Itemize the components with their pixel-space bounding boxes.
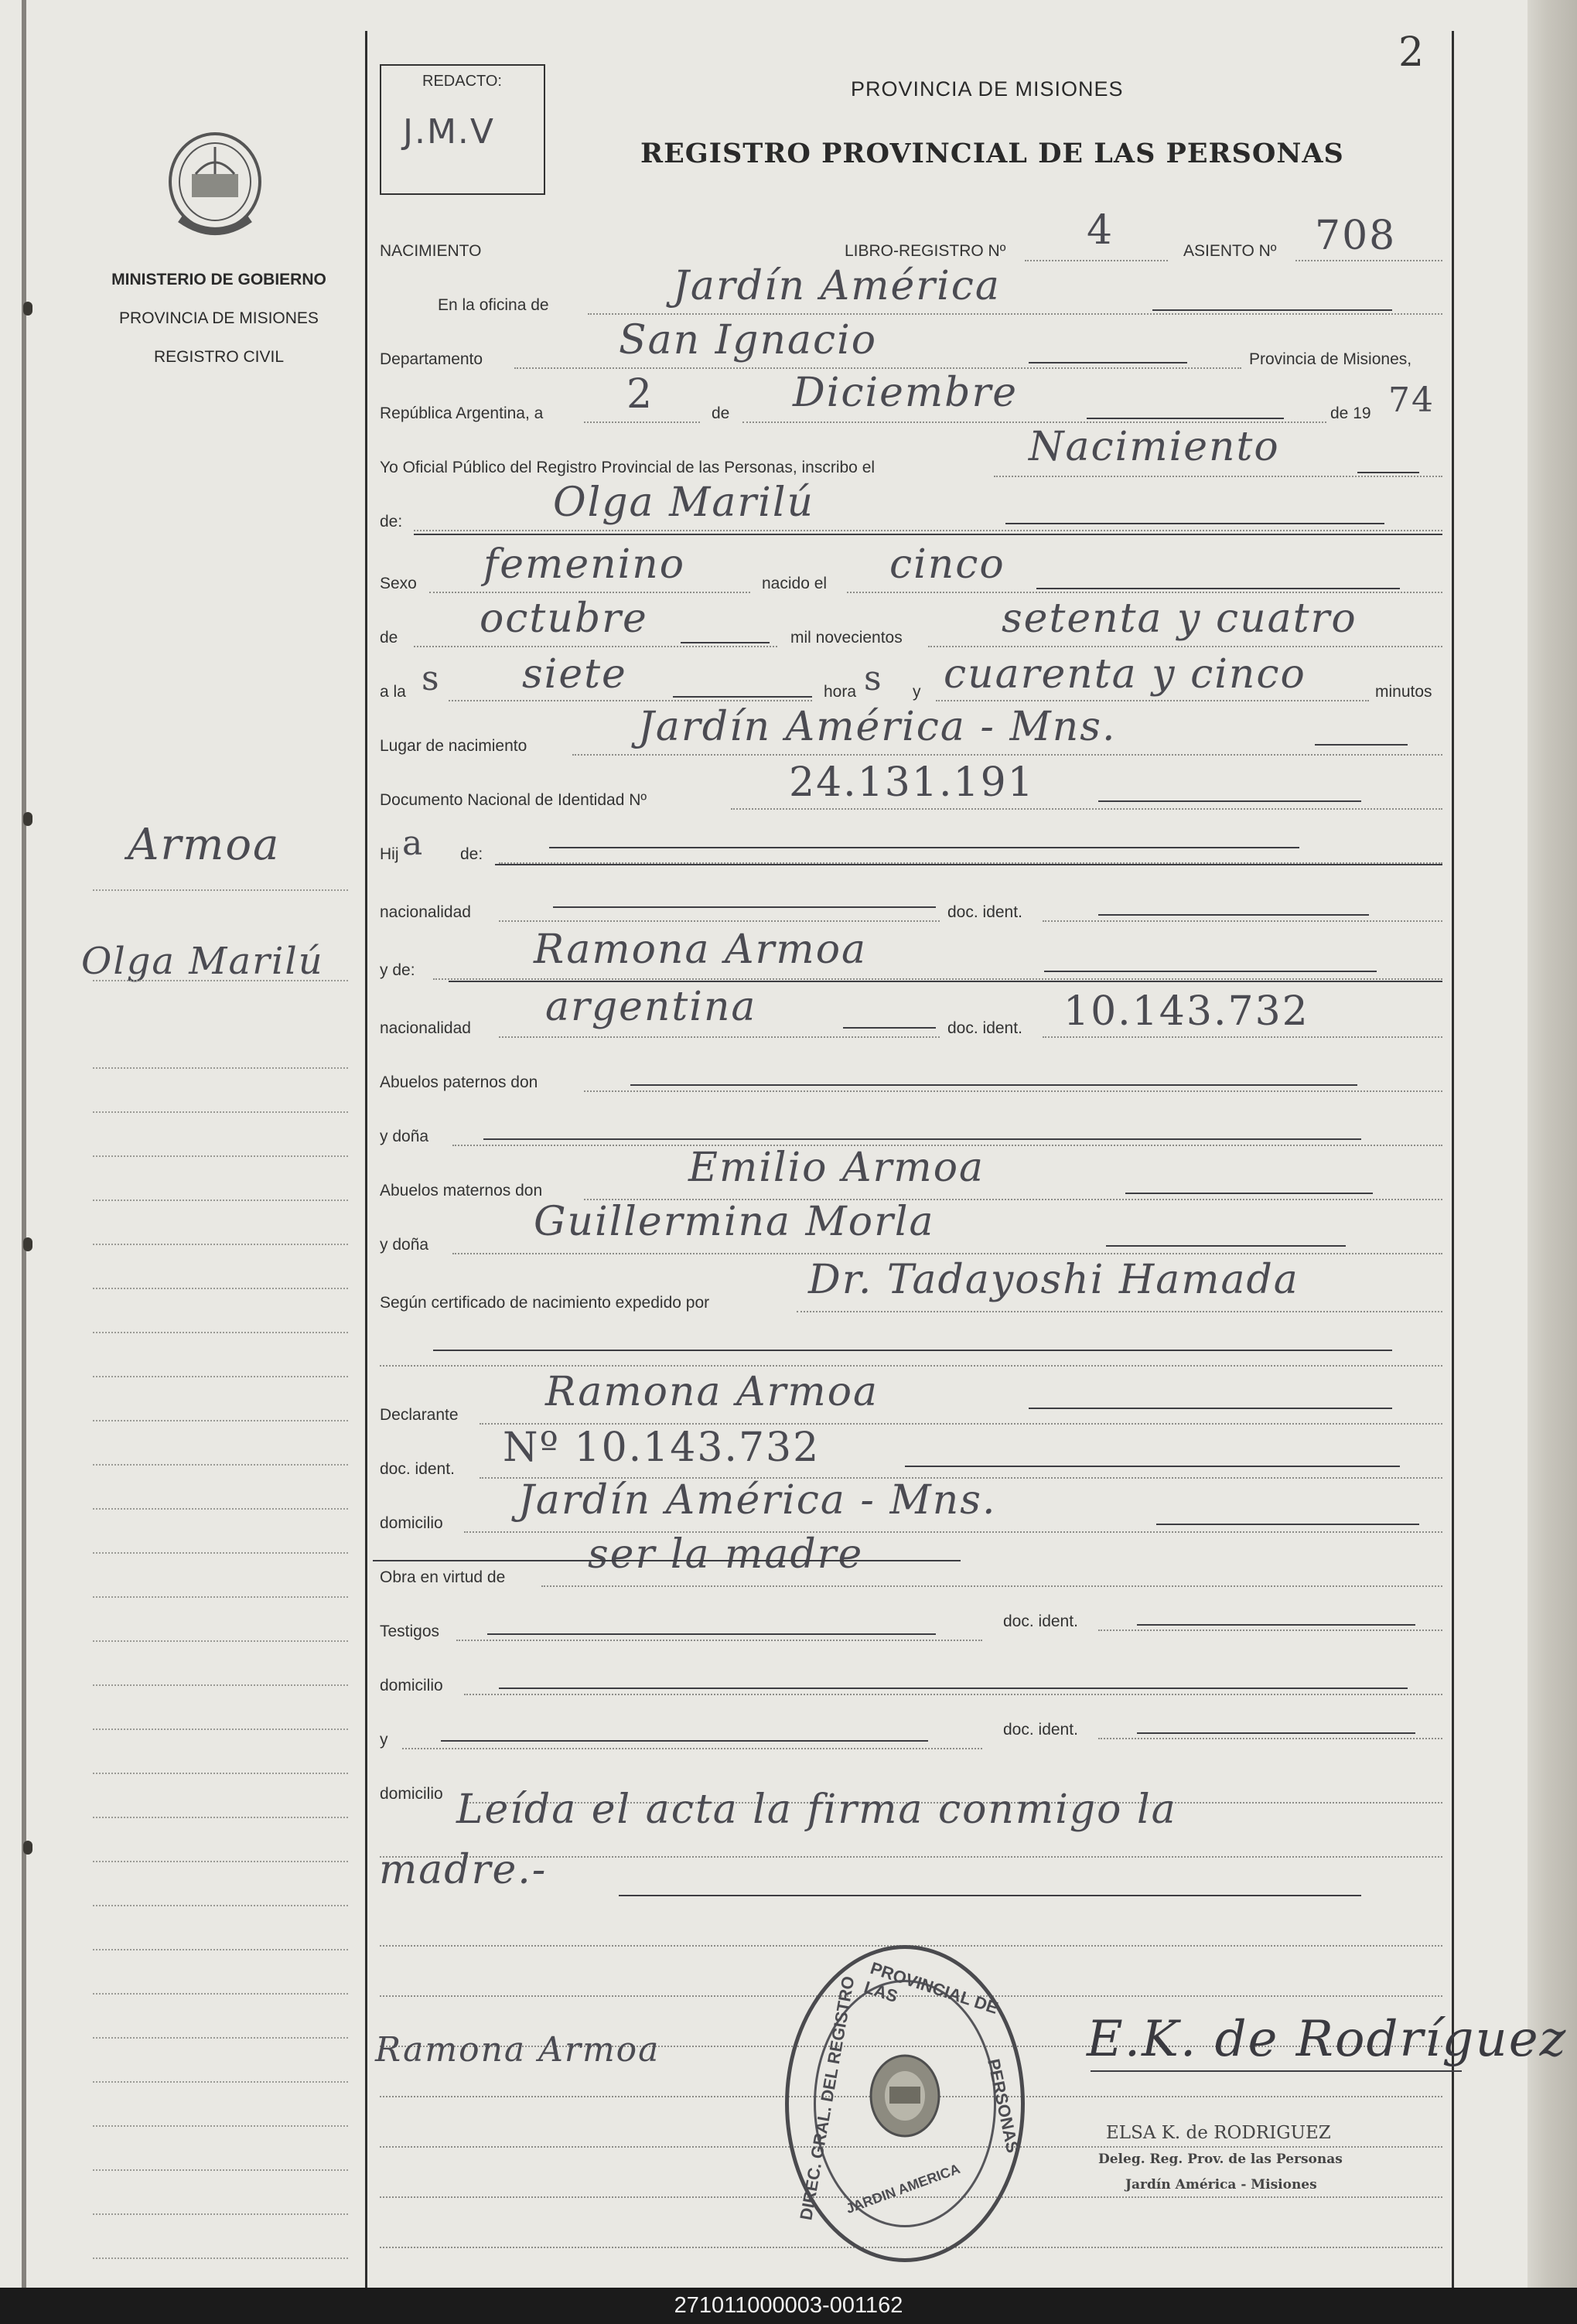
label-republica: República Argentina, a: [380, 404, 544, 422]
label-de: de: [712, 404, 730, 422]
dotted-line: [742, 421, 1326, 423]
label-nacionalidad-padre: nacionalidad: [380, 903, 471, 921]
left-frame-line: [365, 31, 367, 2288]
pen-stroke: [843, 1027, 936, 1029]
value-departamento: San Ignacio: [619, 317, 878, 363]
redacto-label: REDACTO:: [422, 73, 502, 90]
dotted-line: [1043, 920, 1442, 922]
pen-stroke: [1036, 588, 1400, 589]
label-dni: Documento Nacional de Identidad Nº: [380, 791, 647, 809]
value-dia: 2: [626, 371, 654, 418]
value-asiento: 708: [1315, 213, 1397, 259]
label-de-colon: de:: [380, 513, 403, 531]
label-abuelos-paternos: Abuelos paternos don: [380, 1073, 538, 1091]
value-nacido: cinco: [889, 541, 1005, 588]
dotted-line: [456, 1640, 982, 1641]
pen-stroke: [1152, 309, 1392, 311]
value-declarante-dom: Jardín América - Mns.: [518, 1477, 997, 1524]
pen-stroke: [1091, 2070, 1462, 2072]
value-hora-plural: s: [864, 659, 883, 698]
margin-rule: [93, 2213, 348, 2215]
value-mes-nac: octubre: [480, 596, 648, 642]
label-domicilio-declarante: domicilio: [380, 1514, 443, 1532]
value-mes: Diciembre: [793, 370, 1019, 416]
dotted-line: [514, 367, 1241, 369]
dotted-line: [584, 1090, 1442, 1092]
margin-surname: Armoa: [128, 820, 281, 870]
seal-text-right: PERSONAS: [984, 2056, 1023, 2155]
value-oficina: Jardín América: [673, 263, 1001, 309]
binding-stitch: [23, 812, 32, 826]
value-libro: 4: [1087, 207, 1114, 254]
dotted-line: [1025, 260, 1168, 261]
value-obra: ser la madre: [588, 1531, 864, 1578]
stamp-oficial-name: ELSA K. de RODRIGUEZ: [1106, 2123, 1331, 2143]
dotted-line: [414, 646, 777, 647]
seal-text-left: DIREC. GRAL. DEL REGISTRO: [796, 1974, 858, 2222]
redacto-initials: J.M.V: [403, 112, 496, 152]
binding-stitch: [23, 302, 32, 316]
binding-stitch: [23, 1841, 32, 1855]
margin-rule: [93, 2037, 348, 2039]
official-seal: [785, 1945, 1025, 2262]
margin-rule: [93, 889, 348, 891]
label-y-dona-mat: y doña: [380, 1236, 429, 1254]
province-title: PROVINCIA DE MISIONES: [851, 77, 1124, 101]
label-segun: Según certificado de nacimiento expedido por: [380, 1294, 710, 1312]
label-y-testigo2: y: [380, 1731, 388, 1749]
label-mil: mil novecientos: [790, 629, 903, 647]
pen-stroke: [483, 1138, 1361, 1140]
seal-text-top: PROVINCIAL DE LAS: [862, 1958, 1001, 2018]
dotted-line: [452, 1253, 1442, 1254]
dotted-line: [847, 592, 1442, 593]
pen-stroke: [487, 1633, 936, 1635]
pen-stroke: [1125, 1193, 1373, 1194]
margin-rule: [93, 1067, 348, 1069]
pen-stroke: [1357, 472, 1419, 473]
margin-rule: [93, 2257, 348, 2259]
pen-stroke: [681, 642, 770, 643]
dotted-line: [1098, 1738, 1442, 1739]
value-madre-doc: 10.143.732: [1063, 988, 1309, 1035]
pen-stroke: [433, 1350, 1392, 1351]
dotted-line: [464, 1694, 1442, 1695]
pen-stroke: [1315, 744, 1408, 746]
registry-title: REGISTRO PROVINCIAL DE LAS PERSONAS: [640, 138, 1344, 169]
value-abuelo-mat: Emilio Armoa: [688, 1145, 985, 1191]
pen-stroke: [373, 1560, 961, 1561]
margin-rule: [93, 1596, 348, 1598]
pen-stroke: [449, 981, 1442, 982]
dotted-line: [572, 754, 1442, 756]
seal-emblem-icon: [866, 2049, 944, 2142]
label-obra: Obra en virtud de: [380, 1568, 506, 1586]
value-dni: 24.131.191: [789, 759, 1035, 806]
margin-rule: [93, 1332, 348, 1333]
value-madre: Ramona Armoa: [534, 927, 868, 973]
label-lugar: Lugar de nacimiento: [380, 737, 527, 755]
label-doc-padre: doc. ident.: [947, 903, 1022, 921]
label-minutos: minutos: [1375, 683, 1432, 701]
margin-rule: [93, 1773, 348, 1774]
pen-stroke: [1029, 362, 1187, 363]
dotted-line: [402, 1748, 982, 1749]
label-doc-madre: doc. ident.: [947, 1019, 1022, 1037]
margin-rule: [93, 1949, 348, 1950]
pen-stroke: [1005, 523, 1384, 524]
value-madre-nac: argentina: [545, 984, 757, 1030]
margin-rule: [93, 2125, 348, 2127]
value-cierre2: madre.-: [379, 1847, 548, 1893]
margin-rule: [93, 1155, 348, 1157]
margin-rule: [93, 1376, 348, 1377]
pen-stroke: [1044, 971, 1377, 972]
label-abuelos-maternos: Abuelos maternos don: [380, 1182, 543, 1200]
signature-declarante: Ramona Armoa: [375, 2030, 660, 2070]
value-anio: 74: [1388, 381, 1435, 420]
label-doc-testigo2: doc. ident.: [1003, 1721, 1078, 1739]
label-de19: de 19: [1330, 404, 1371, 422]
value-abuela-mat: Guillermina Morla: [534, 1199, 935, 1245]
margin-rule: [93, 980, 348, 981]
seal-text-bottom: JARDIN AMERICA: [844, 2161, 962, 2217]
label-libro: LIBRO-REGISTRO Nº: [845, 242, 1006, 260]
margin-given-name: Olga Marilú: [81, 940, 324, 983]
label-y-de: y de:: [380, 961, 415, 979]
margin-rule: [93, 1728, 348, 1730]
dotted-line: [797, 1311, 1442, 1312]
dotted-line: [499, 920, 940, 922]
margin-rule: [93, 1200, 348, 1201]
stamp-oficial-place: Jardín América - Misiones: [1125, 2177, 1317, 2193]
value-minutos: cuarenta y cinco: [944, 651, 1306, 698]
dotted-line: [994, 476, 1442, 477]
dotted-line: [731, 808, 1442, 810]
pen-stroke: [1098, 914, 1369, 916]
value-inscribo: Nacimiento: [1029, 424, 1280, 470]
value-declarante: Ramona Armoa: [545, 1369, 879, 1415]
pen-stroke: [1137, 1624, 1415, 1626]
label-oficial: Yo Oficial Público del Registro Provincial de las Personas, inscribo el: [380, 459, 876, 476]
value-cierre1: Leída el acta la firma conmigo la: [456, 1787, 1177, 1833]
margin-rule: [93, 1552, 348, 1554]
value-lugar: Jardín América - Mns.: [638, 704, 1117, 750]
margin-rule: [93, 1684, 348, 1686]
label-nacimiento: NACIMIENTO: [380, 242, 482, 260]
label-testigos: Testigos: [380, 1623, 440, 1640]
provincial-emblem-icon: [165, 128, 265, 244]
margin-rule: [93, 1817, 348, 1818]
label-domicilio-testigo1: domicilio: [380, 1677, 443, 1694]
pen-stroke: [1098, 800, 1361, 802]
ministry-line1: MINISTERIO DE GOBIERNO: [111, 271, 326, 288]
signature-oficial: E.K. de Rodríguez: [1087, 2011, 1568, 2068]
margin-rule: [93, 1993, 348, 1995]
dotted-line: [414, 530, 1442, 531]
label-hijo-de: de:: [460, 845, 483, 863]
archive-id-footer: 271011000003-001162: [0, 2288, 1577, 2324]
label-domicilio-testigo2: domicilio: [380, 1785, 443, 1803]
margin-rule: [93, 1288, 348, 1289]
redacto-box: [380, 64, 545, 195]
label-provincia: Provincia de Misiones,: [1249, 350, 1412, 368]
dotted-line: [449, 700, 812, 701]
label-oficina: En la oficina de: [438, 296, 549, 314]
label-de-row: de: [380, 629, 398, 647]
binding-line: [22, 0, 26, 2288]
dotted-line: [499, 1036, 940, 1038]
pen-stroke: [1087, 418, 1284, 419]
label-departamento: Departamento: [380, 350, 483, 368]
label-nacionalidad-madre: nacionalidad: [380, 1019, 471, 1037]
dotted-line: [380, 1365, 1442, 1367]
pen-stroke: [1137, 1732, 1415, 1734]
pen-stroke: [905, 1466, 1400, 1467]
label-nacido: nacido el: [762, 575, 828, 592]
value-anio-nac: setenta y cuatro: [1002, 596, 1357, 642]
dotted-line: [1043, 1036, 1442, 1038]
value-declarante-doc: Nº 10.143.732: [503, 1425, 821, 1471]
pen-stroke: [441, 1740, 928, 1742]
margin-rule: [93, 1464, 348, 1466]
dotted-line: [541, 1585, 1442, 1587]
margin-rule: [93, 1244, 348, 1245]
dotted-line: [433, 978, 1442, 980]
pen-stroke: [1029, 1408, 1392, 1409]
margin-rule: [93, 1861, 348, 1862]
value-sexo: femenino: [483, 541, 686, 588]
value-medico: Dr. Tadayoshi Hamada: [808, 1257, 1299, 1303]
label-asiento: ASIENTO Nº: [1183, 242, 1277, 260]
pen-stroke: [499, 1688, 1408, 1689]
value-hora-suffix: s: [422, 659, 441, 698]
dotted-line: [1295, 260, 1442, 261]
dotted-line: [936, 700, 1369, 701]
pen-stroke: [553, 906, 936, 908]
binding-stitch: [23, 1237, 32, 1251]
label-doc-declarante: doc. ident.: [380, 1460, 455, 1478]
label-hijo: Hij: [380, 845, 399, 863]
label-declarante: Declarante: [380, 1406, 459, 1424]
margin-rule: [93, 1905, 348, 1906]
pen-stroke: [495, 864, 1442, 865]
label-hora: hora: [824, 683, 857, 701]
margin-rule: [93, 2169, 348, 2171]
margin-rule: [93, 1640, 348, 1642]
right-frame-line: [1452, 31, 1454, 2288]
value-nombre: Olga Marilú: [553, 479, 814, 526]
pen-stroke: [630, 1084, 1357, 1086]
pen-stroke: [414, 534, 1442, 535]
label-sexo: Sexo: [380, 575, 417, 592]
value-hora: siete: [522, 651, 627, 698]
dotted-line: [429, 592, 750, 593]
pen-stroke: [549, 847, 1299, 848]
page-number: 2: [1398, 29, 1425, 76]
dotted-line: [928, 646, 1442, 647]
label-y-dona-pat: y doña: [380, 1128, 429, 1145]
margin-rule: [93, 2081, 348, 2083]
label-doc-testigo1: doc. ident.: [1003, 1612, 1078, 1630]
margin-rule: [93, 1508, 348, 1510]
value-hijo-suffix: a: [402, 824, 425, 863]
dotted-line: [1098, 1630, 1442, 1631]
ministry-line3: REGISTRO CIVIL: [153, 348, 285, 366]
pen-stroke: [1106, 1245, 1346, 1247]
pen-stroke: [619, 1895, 1361, 1896]
dotted-line: [588, 313, 1442, 315]
pen-stroke: [1156, 1524, 1419, 1525]
ministry-line2: PROVINCIA DE MISIONES: [119, 309, 319, 327]
page-edge: [1528, 0, 1577, 2288]
stamp-oficial-title: Deleg. Reg. Prov. de las Personas: [1098, 2152, 1343, 2167]
label-a-la: a la: [380, 683, 406, 701]
label-y: y: [913, 683, 921, 701]
dotted-line: [584, 421, 700, 423]
pen-stroke: [673, 696, 812, 698]
margin-rule: [93, 1420, 348, 1421]
margin-rule: [93, 1111, 348, 1113]
